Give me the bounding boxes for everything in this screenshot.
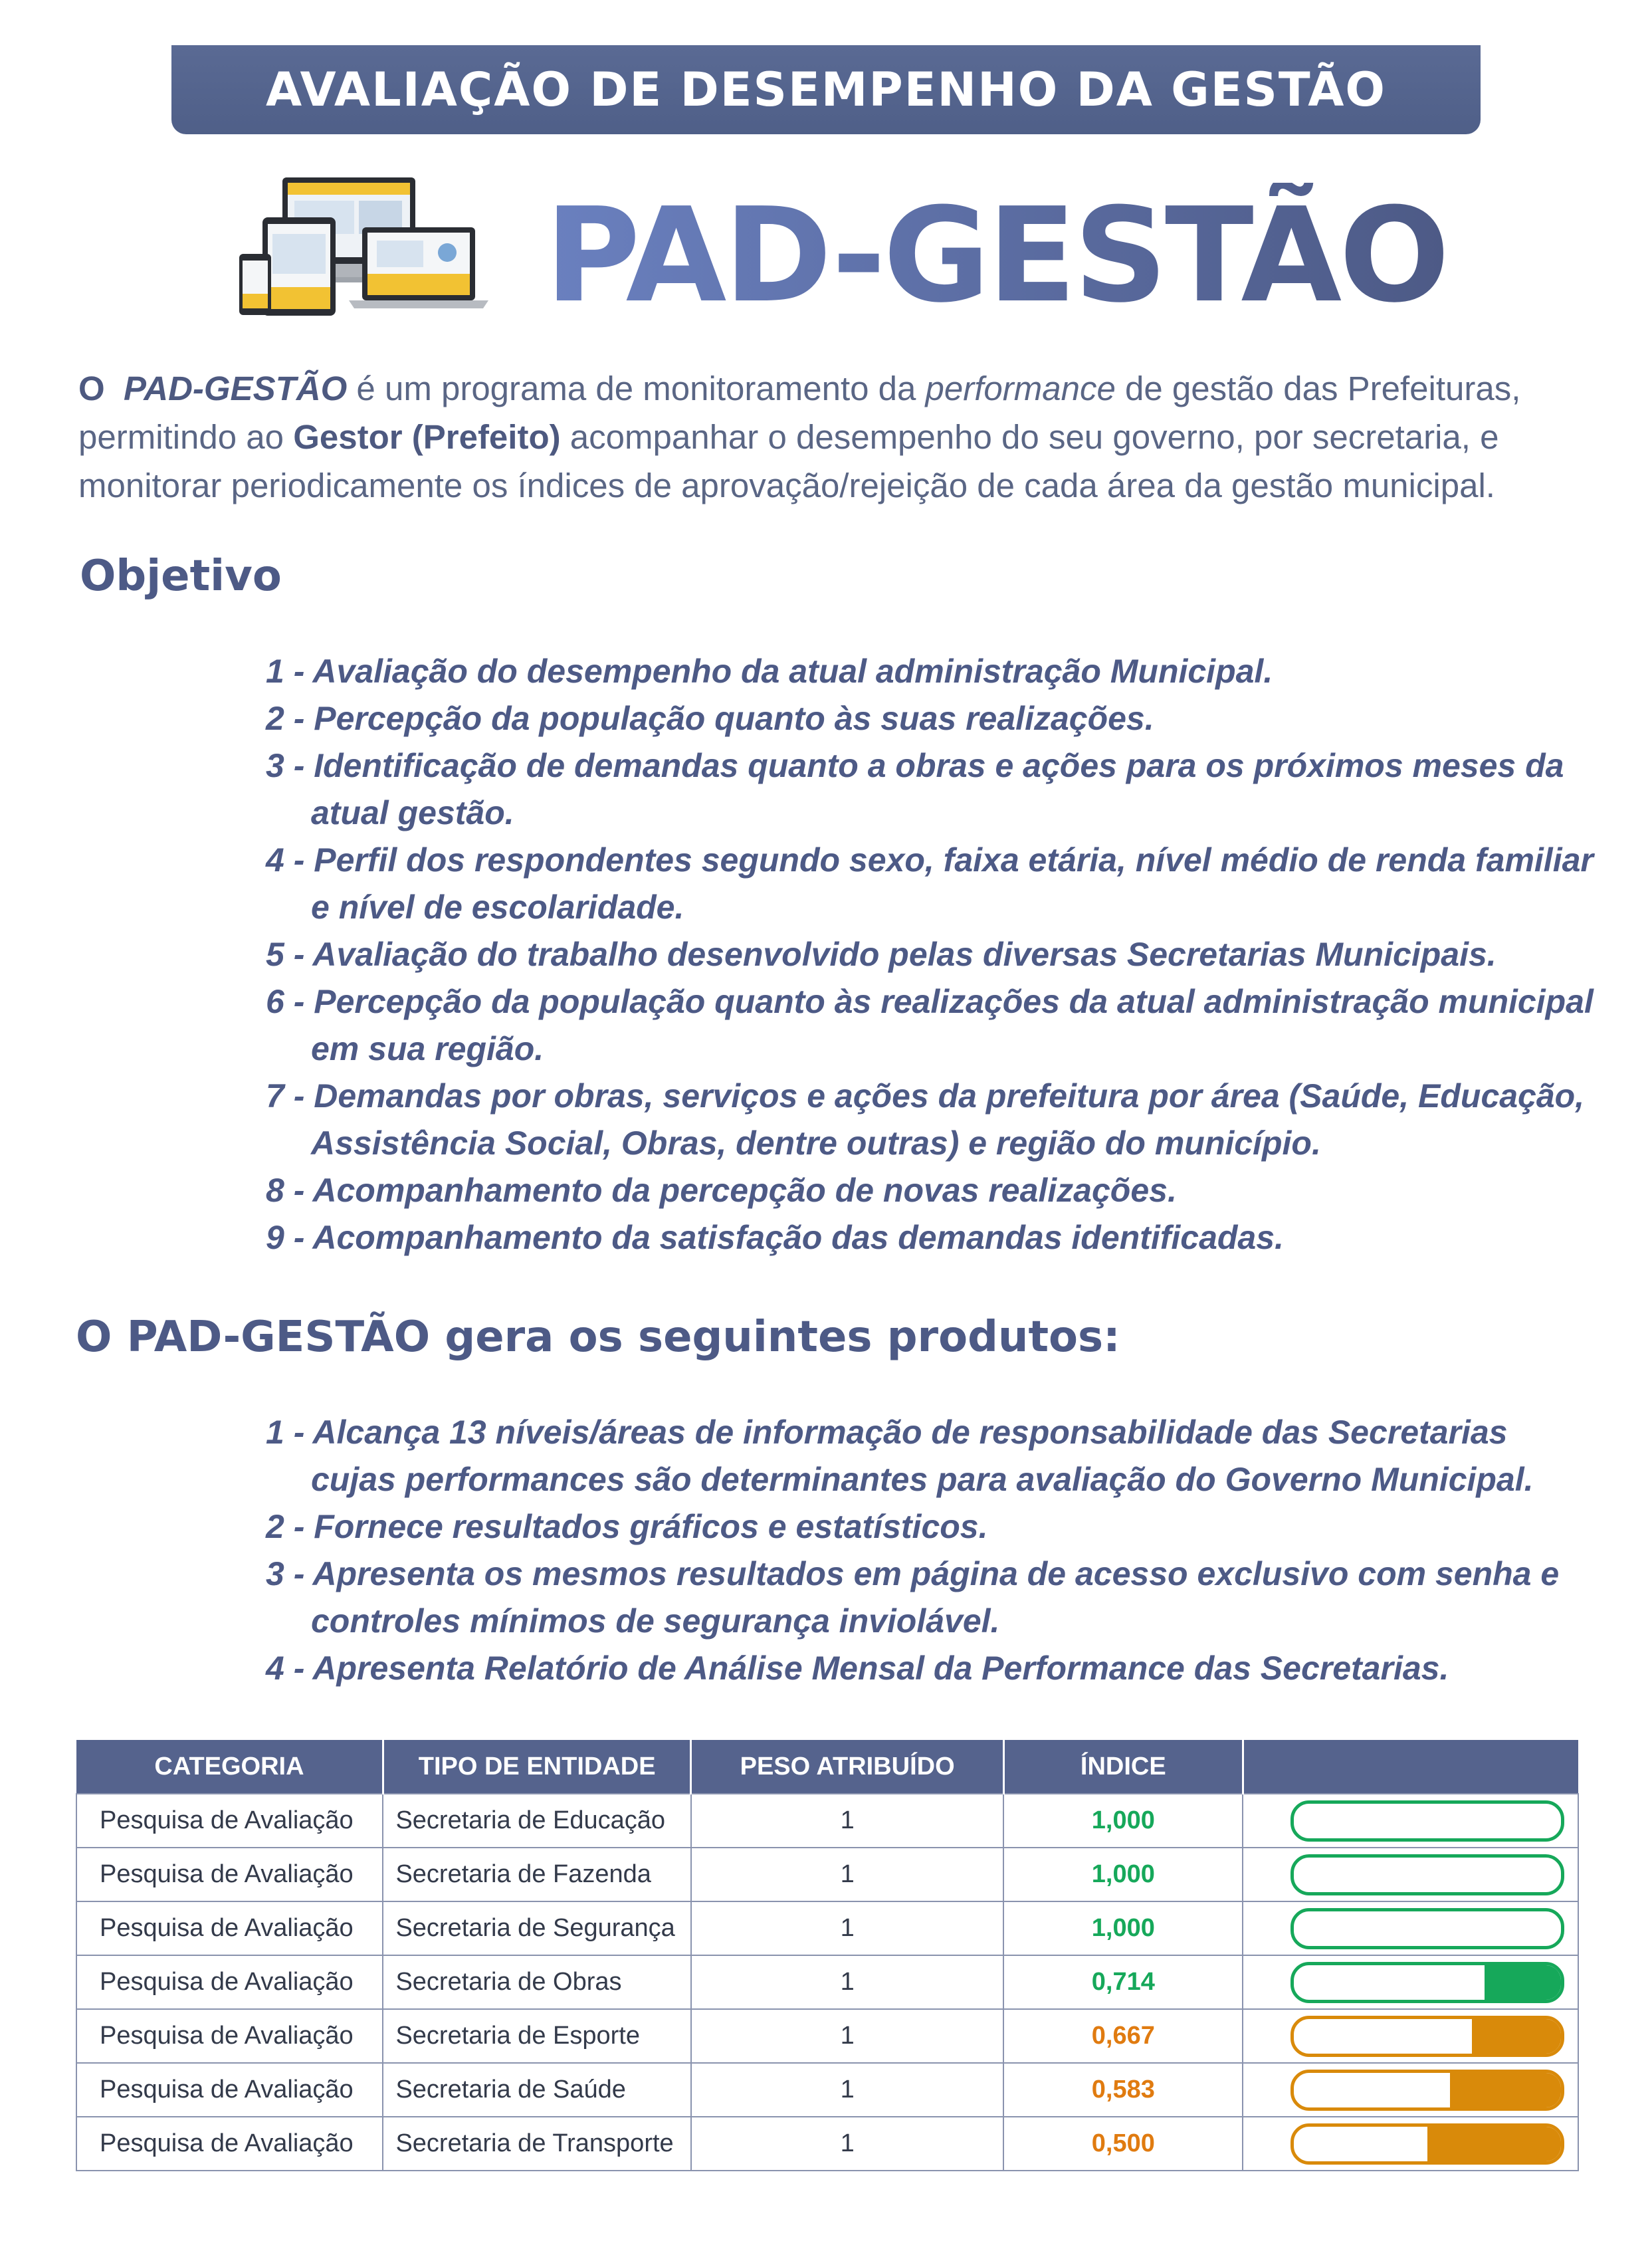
index-progress-bar (1291, 1962, 1564, 2003)
index-progress-bar (1291, 2070, 1564, 2111)
cell-bar (1243, 1901, 1578, 1955)
index-progress-bar (1291, 1908, 1564, 1949)
list-item: 4 - Apresenta Relatório de Análise Mensal da Performance das Secretarias. (266, 1650, 1449, 1687)
devices-icon (236, 174, 495, 320)
index-progress-bar (1291, 1800, 1564, 1842)
cell-indice: 1,000 (1003, 1901, 1243, 1955)
cell-bar (1243, 2117, 1578, 2171)
intro-text-1: é um programa de monitoramento da (347, 370, 926, 407)
list-item: 8 - Acompanhamento da percepção de novas realizações. (266, 1172, 1177, 1209)
index-progress-bar (1291, 1854, 1564, 1895)
cell-entidade: Secretaria de Transporte (383, 2117, 690, 2171)
index-progress-bar (1291, 2016, 1564, 2057)
list-item: 3 - Identificação de demandas quanto a obras e ações para os próximos meses da atual gestão. (266, 747, 1564, 831)
header-indice: ÍNDICE (1003, 1740, 1243, 1794)
cell-entidade: Secretaria de Esporte (383, 2009, 690, 2063)
cell-bar (1243, 1955, 1578, 2009)
produtos-heading: O PAD-GESTÃO gera os seguintes produtos: (76, 1313, 1120, 1362)
cell-bar (1243, 1848, 1578, 1901)
index-progress-fill (1450, 2073, 1562, 2107)
cell-categoria: Pesquisa de Avaliação (76, 2117, 383, 2171)
pad-gestao-logo: PAD-GESTÃO (545, 180, 1447, 332)
table-row (76, 1901, 1578, 1955)
cell-entidade: Secretaria de Saúde (383, 2063, 690, 2117)
intro-performance: performance (925, 370, 1116, 407)
cell-peso: 1 (691, 1901, 1003, 1955)
list-item: 1 - Avaliação do desempenho da atual administração Municipal. (266, 653, 1273, 690)
list-item: 1 - Alcança 13 níveis/áreas de informação de responsabilidade das Secretarias cujas performances são determinantes para avaliação do Governo Municipal. (266, 1414, 1534, 1498)
header-peso: PESO ATRIBUÍDO (691, 1740, 1003, 1794)
cell-categoria: Pesquisa de Avaliação (76, 1955, 383, 2009)
cell-indice: 0,500 (1003, 2117, 1243, 2171)
table-row (76, 2009, 1578, 2063)
index-progress-fill (1472, 2019, 1561, 2054)
index-progress-bar (1291, 2123, 1564, 2165)
cell-entidade: Secretaria de Fazenda (383, 1848, 690, 1901)
cell-peso: 1 (691, 1794, 1003, 1848)
cell-categoria: Pesquisa de Avaliação (76, 1901, 383, 1955)
intro-text-3: acompanhar o desempenho do seu governo, por secretaria, e monitorar periodicamente os índices de aprovação/rejeição de cada área da gestão municipal. (78, 418, 1499, 504)
intro-o: O (78, 370, 105, 407)
intro-text-2: de gestão das Prefeituras, permitindo ao (78, 370, 1521, 456)
table-row (76, 1794, 1578, 1848)
cell-peso: 1 (691, 1848, 1003, 1901)
cell-peso: 1 (691, 2117, 1003, 2171)
cell-peso: 1 (691, 2009, 1003, 2063)
list-item: 7 - Demandas por obras, serviços e ações da prefeitura por área (Saúde, Educação, Assistência Social, Obras, dentre outras) e região do município. (266, 1077, 1585, 1162)
list-item: 2 - Percepção da população quanto às suas realizações. (266, 700, 1154, 737)
cell-categoria: Pesquisa de Avaliação (76, 2063, 383, 2117)
performance-table (76, 1740, 1579, 2171)
banner-title: AVALIAÇÃO DE DESEMPENHO DA GESTÃO (266, 62, 1386, 117)
cell-bar (1243, 2009, 1578, 2063)
cell-categoria: Pesquisa de Avaliação (76, 1848, 383, 1901)
cell-peso: 1 (691, 2063, 1003, 2117)
cell-indice: 0,583 (1003, 2063, 1243, 2117)
list-item: 3 - Apresenta os mesmos resultados em página de acesso exclusivo com senha e controles mínimos de segurança inviolável. (266, 1555, 1560, 1640)
header-tipo-entidade: TIPO DE ENTIDADE (383, 1740, 690, 1794)
table-header-row (76, 1740, 1578, 1794)
list-item: 9 - Acompanhamento da satisfação das demandas identificadas. (266, 1219, 1284, 1256)
index-progress-fill (1427, 2127, 1561, 2161)
list-item: 5 - Avaliação do trabalho desenvolvido pelas diversas Secretarias Municipais. (266, 936, 1497, 973)
cell-entidade: Secretaria de Educação (383, 1794, 690, 1848)
cell-bar (1243, 1794, 1578, 1848)
cell-peso: 1 (691, 1955, 1003, 2009)
intro-paragraph (78, 364, 1600, 510)
table-row (76, 1848, 1578, 1901)
cell-categoria: Pesquisa de Avaliação (76, 2009, 383, 2063)
objetivo-list (266, 648, 1595, 1261)
cell-indice: 1,000 (1003, 1794, 1243, 1848)
table-row (76, 2063, 1578, 2117)
list-item: 6 - Percepção da população quanto às realizações da atual administração municipal em sua região. (266, 983, 1594, 1067)
cell-indice: 0,714 (1003, 1955, 1243, 2009)
produtos-list (266, 1409, 1595, 1692)
header-bar (1243, 1740, 1578, 1794)
cell-indice: 0,667 (1003, 2009, 1243, 2063)
intro-brand: PAD-GESTÃO (124, 370, 348, 407)
table-row (76, 2117, 1578, 2171)
cell-bar (1243, 2063, 1578, 2117)
cell-categoria: Pesquisa de Avaliação (76, 1794, 383, 1848)
cell-entidade: Secretaria de Segurança (383, 1901, 690, 1955)
table-row (76, 1955, 1578, 2009)
page-banner (171, 45, 1481, 134)
index-progress-fill (1485, 1965, 1561, 2000)
intro-gestor: Gestor (Prefeito) (293, 418, 561, 456)
cell-entidade: Secretaria de Obras (383, 1955, 690, 2009)
list-item: 4 - Perfil dos respondentes segundo sexo, faixa etária, nível médio de renda familiar e nível de escolaridade. (266, 841, 1594, 926)
cell-indice: 1,000 (1003, 1848, 1243, 1901)
objetivo-heading: Objetivo (80, 552, 282, 601)
header-categoria: CATEGORIA (76, 1740, 383, 1794)
list-item: 2 - Fornece resultados gráficos e estatísticos. (266, 1508, 988, 1545)
